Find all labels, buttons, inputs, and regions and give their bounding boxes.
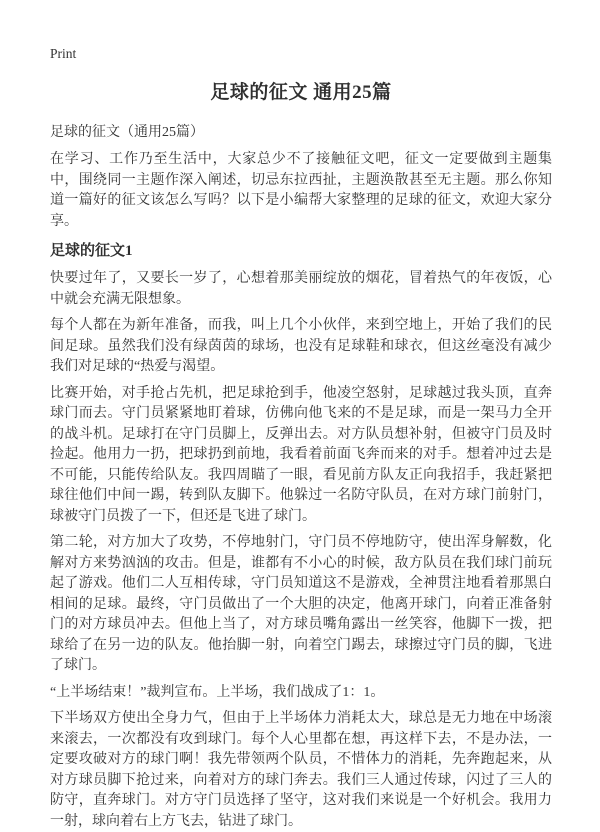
page-title: 足球的征文 通用25篇 (210, 82, 392, 103)
section-heading: 足球的征文1 (50, 243, 133, 259)
essay-paragraph: 每个人都在为新年准备，而我，叫上几个小伙伴，来到空地上，开始了我们的民间足球。虽然我们没有绿茵茵的球场，也没有足球鞋和球衣，但这丝毫没有减少我们对足球的“热爱与渴望。 (50, 318, 552, 374)
essay-paragraph: “上半场结束！”裁判宣布。上半场，我们战成了1：1。 (50, 684, 385, 700)
intro-paragraph: 在学习、工作乃至生活中，大家总少不了接触征文吧，征文一定要做到主题集中，围绕同一主题作深入阐述，切忌东拉西扯，主题涣散甚至无主题。那么你知道一篇好的征文该怎么写吗？以下是小编帮大家整理的足球的征文，欢迎大家分享。 (50, 152, 552, 229)
essay-paragraph: 快要过年了，又要长一岁了，心想着那美丽绽放的烟花，冒着热气的年夜饭，心中就会充满无限想象。 (50, 271, 552, 307)
print-button[interactable]: Print (50, 46, 77, 61)
essay-paragraph: 第二轮，对方加大了攻势，不停地射门，守门员不停地防守，使出浑身解数，化解对方来势汹汹的攻击。但是，谁都有不小心的时候，敌方队员在我们球门前玩起了游戏。他们二人互相传球，守门员知道这不是游戏，全神贯注地看着那黑白相间的足球。最终，守门员做出了一个大胆的决定，他离开球门，向着正准备射门的对方球员冲去。但他上当了，对方球员嘴角露出一丝笑容，他脚下一拨，把球给了在另一边的队友。他抬脚一射，向着空门踢去，球擦过守门员的脚，飞进了球门。 (50, 535, 552, 673)
essay-paragraph: 下半场双方使出全身力气，但由于上半场体力消耗太大，球总是无力地在中场滚来滚去，一次都没有攻到球门。每个人心里都在想，再这样下去，不是办法，一定要攻破对方的球门啊！我先带领两个队员，不惜体力的消耗，先奔跑起来，从对方球员脚下抢过来，向着对方的球门奔去。我们三人通过传球，闪过了三人的防守，直奔球门。对方守门员选择了坚守，这对我们来说是一个好机会。我用力一射，球向着右上方飞去，钻进了球门。 (50, 711, 552, 829)
essay-paragraph: 比赛开始，对手抢占先机，把足球抢到手，他凌空怒射，足球越过我头顶，直奔球门而去。守门员紧紧地盯着球，仿佛向他飞来的不是足球，而是一架马力全开的战斗机。足球打在守门员脚上，反弹出去。对方队员想补射，但被守门员及时捡起。他用力一扔，把球扔到前地，我看着前面飞奔而来的对手。想着冲过去是不可能，只能传给队友。我四周瞄了一眼，看见前方队友正向我招手，我赶紧把球往他们中间一踢，转到队友脚下。他躲过一名防守队员，在对方球门前射门，球被守门员拨了一下，但还是飞进了球门。 (50, 385, 552, 524)
document-subtitle: 足球的征文（通用25篇） (50, 125, 204, 140)
